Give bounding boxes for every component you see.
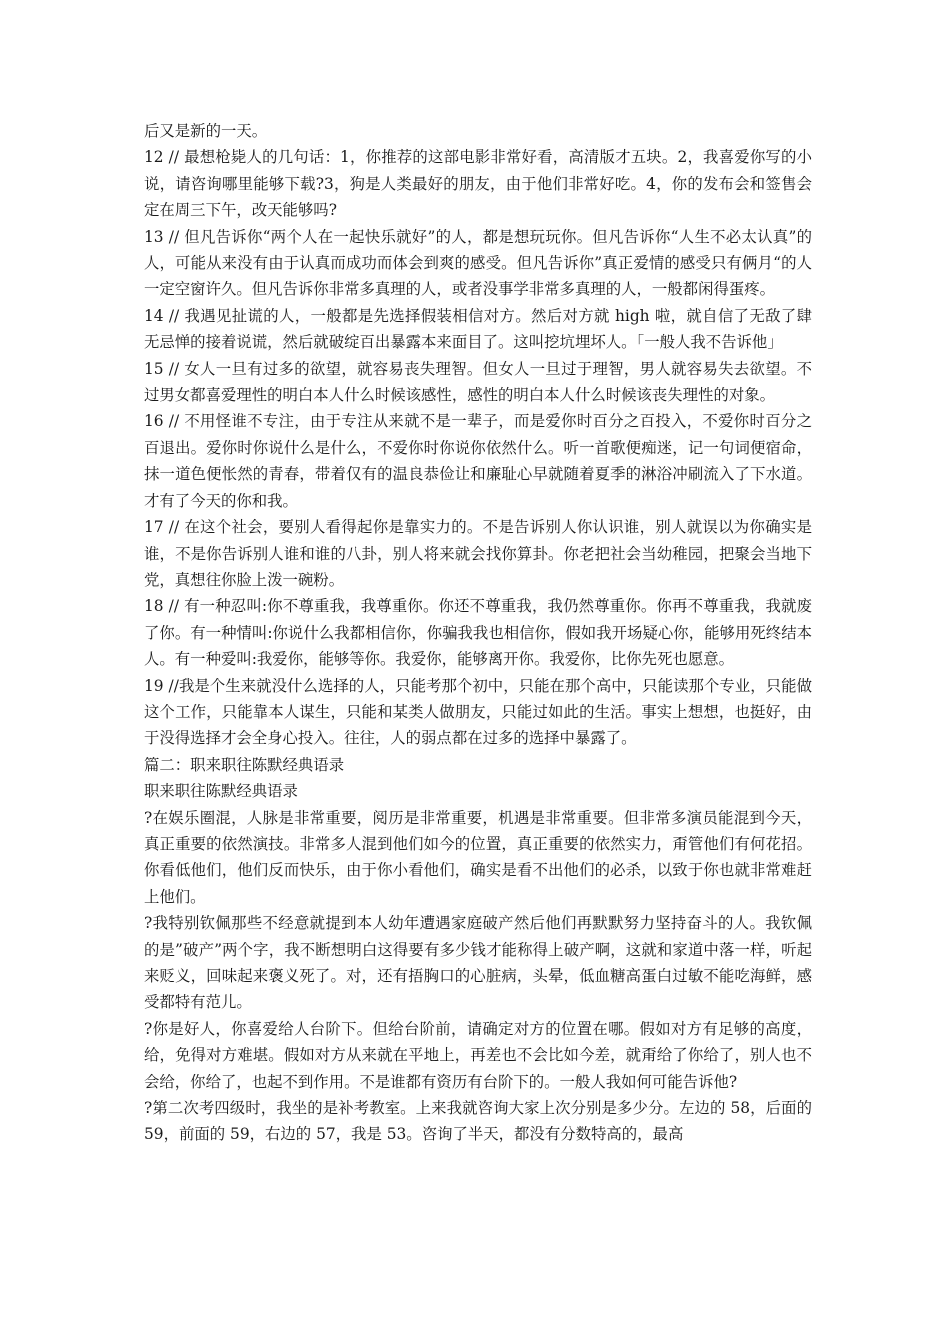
paragraph-continuation: 后又是新的一天。 bbox=[144, 122, 268, 140]
quote-paragraph-1: ?在娱乐圈混，人脉是非常重要，阅历是非常重要，机遇是非常重要。但非常多演员能混到今天，真正重要的依然演技。非常多人混到他们如今的位置，真正重要的依然实力，甭管他们有何花招。你看低他们，他们反而快乐，由于你小看他们，确实是看不出他们的必杀，以致于你也就非常难赶上他们。 bbox=[144, 808, 812, 906]
paragraph-item-13: 13 // 但凡告诉你“两个人在一起快乐就好”的人，都是想玩玩你。但凡告诉你“人生不必太认真”的人，可能从来没有由于认真而成功而体会到爽的感受。但凡告诉你”真正爱情的感受只有俩月“的人一定空窗许久。但凡告诉你非常多真理的人，或者没事学非常多真理的人，一般都闲得蛋疼。 bbox=[144, 227, 812, 299]
paragraph-item-17: 17 // 在这个社会，要别人看得起你是靠实力的。不是告诉别人你认识谁，别人就误以为你确实是谁，不是你告诉别人谁和谁的八卦，别人将来就会找你算卦。你老把社会当幼稚园，把聚会当地下党，真想往你脸上泼一碗粉。 bbox=[144, 518, 812, 589]
paragraph-item-19: 19 //我是个生来就没什么选择的人，只能考那个初中，只能在那个高中，只能读那个专业，只能做这个工作，只能靠本人谋生，只能和某类人做朋友，只能过如此的生活。事实上想想，也挺好，由于没得选择才会全身心投入。往往，人的弱点都在过多的选择中暴露了。 bbox=[144, 676, 812, 748]
quote-paragraph-3: ?你是好人，你喜爱给人台阶下。但给台阶前，请确定对方的位置在哪。假如对方有足够的高度，给，免得对方难堪。假如对方从来就在平地上，再差也不会比如今差，就甭给了你给了，别人也不会给，你给了，也起不到作用。不是谁都有资历有台阶下的。一般人我如何可能告诉他? bbox=[144, 1019, 812, 1091]
quote-paragraph-4: ?第二次考四级时，我坐的是补考教室。上来我就咨询大家上次分别是多少分。左边的 58，后面的 59，前面的 59，右边的 57，我是 53。咨询了半天，都没有分数特高的，最高 bbox=[144, 1099, 812, 1144]
document-body bbox=[144, 118, 812, 1148]
quote-paragraph-2: ?我特别钦佩那些不经意就提到本人幼年遭遇家庭破产然后他们再默默努力坚持奋斗的人。我钦佩的是”破产”两个字，我不断想明白这得要有多少钱才能称得上破产啊，这就和家道中落一样，听起来贬义，回味起来褒义死了。对，还有捂胸口的心脏病，头晕，低血糖高蛋白过敏不能吃海鲜，感受都特有范儿。 bbox=[144, 914, 812, 1012]
paragraph-item-18: 18 // 有一种忍叫:你不尊重我，我尊重你。你还不尊重我，我仍然尊重你。你再不尊重我，我就废了你。有一种情叫:你说什么我都相信你，你骗我我也相信你，假如我开场疑心你，能够用死终结本人。有一种爱叫:我爱你，能够等你。我爱你，能够离开你。我爱你，比你先死也愿意。 bbox=[144, 597, 812, 669]
paragraph-item-15: 15 // 女人一旦有过多的欲望，就容易丧失理智。但女人一旦过于理智，男人就容易失去欲望。不过男女都喜爱理性的明白本人什么时候该感性，感性的明白本人什么时候该丧失理性的对象。 bbox=[144, 359, 812, 405]
section-subheading: 职来职往陈默经典语录 bbox=[144, 782, 298, 801]
paragraph-item-16: 16 // 不用怪谁不专注，由于专注从来就不是一辈子，而是爱你时百分之百投入，不爱你时百分之百退出。爱你时你说什么是什么，不爱你时你说你依然什么。听一首歌便痴迷，记一句词便宿命，抹一道色便怅然的青春，带着仅有的温良恭俭让和廉耻心早就随着夏季的淋浴冲刷流入了下水道。才有了今天的你和我。 bbox=[144, 412, 812, 510]
paragraph-item-14: 14 // 我遇见扯谎的人，一般都是先选择假装相信对方。然后对方就 high 啦，就自信了无敌了肆无忌惮的接着说谎，然后就破绽百出暴露本来面目了。这叫挖坑埋坏人。「一般人我不告诉他」 bbox=[144, 306, 812, 352]
section-heading: 篇二：职来职往陈默经典语录 bbox=[144, 755, 345, 774]
paragraph-item-12: 12 // 最想枪毙人的几句话：1，你推荐的这部电影非常好看，高清版才五块。2，我喜爱你写的小说，请咨询哪里能够下载?3，狗是人类最好的朋友，由于他们非常好吃。4，你的发布会和签售会定在周三下午，改天能够吗? bbox=[144, 148, 812, 220]
